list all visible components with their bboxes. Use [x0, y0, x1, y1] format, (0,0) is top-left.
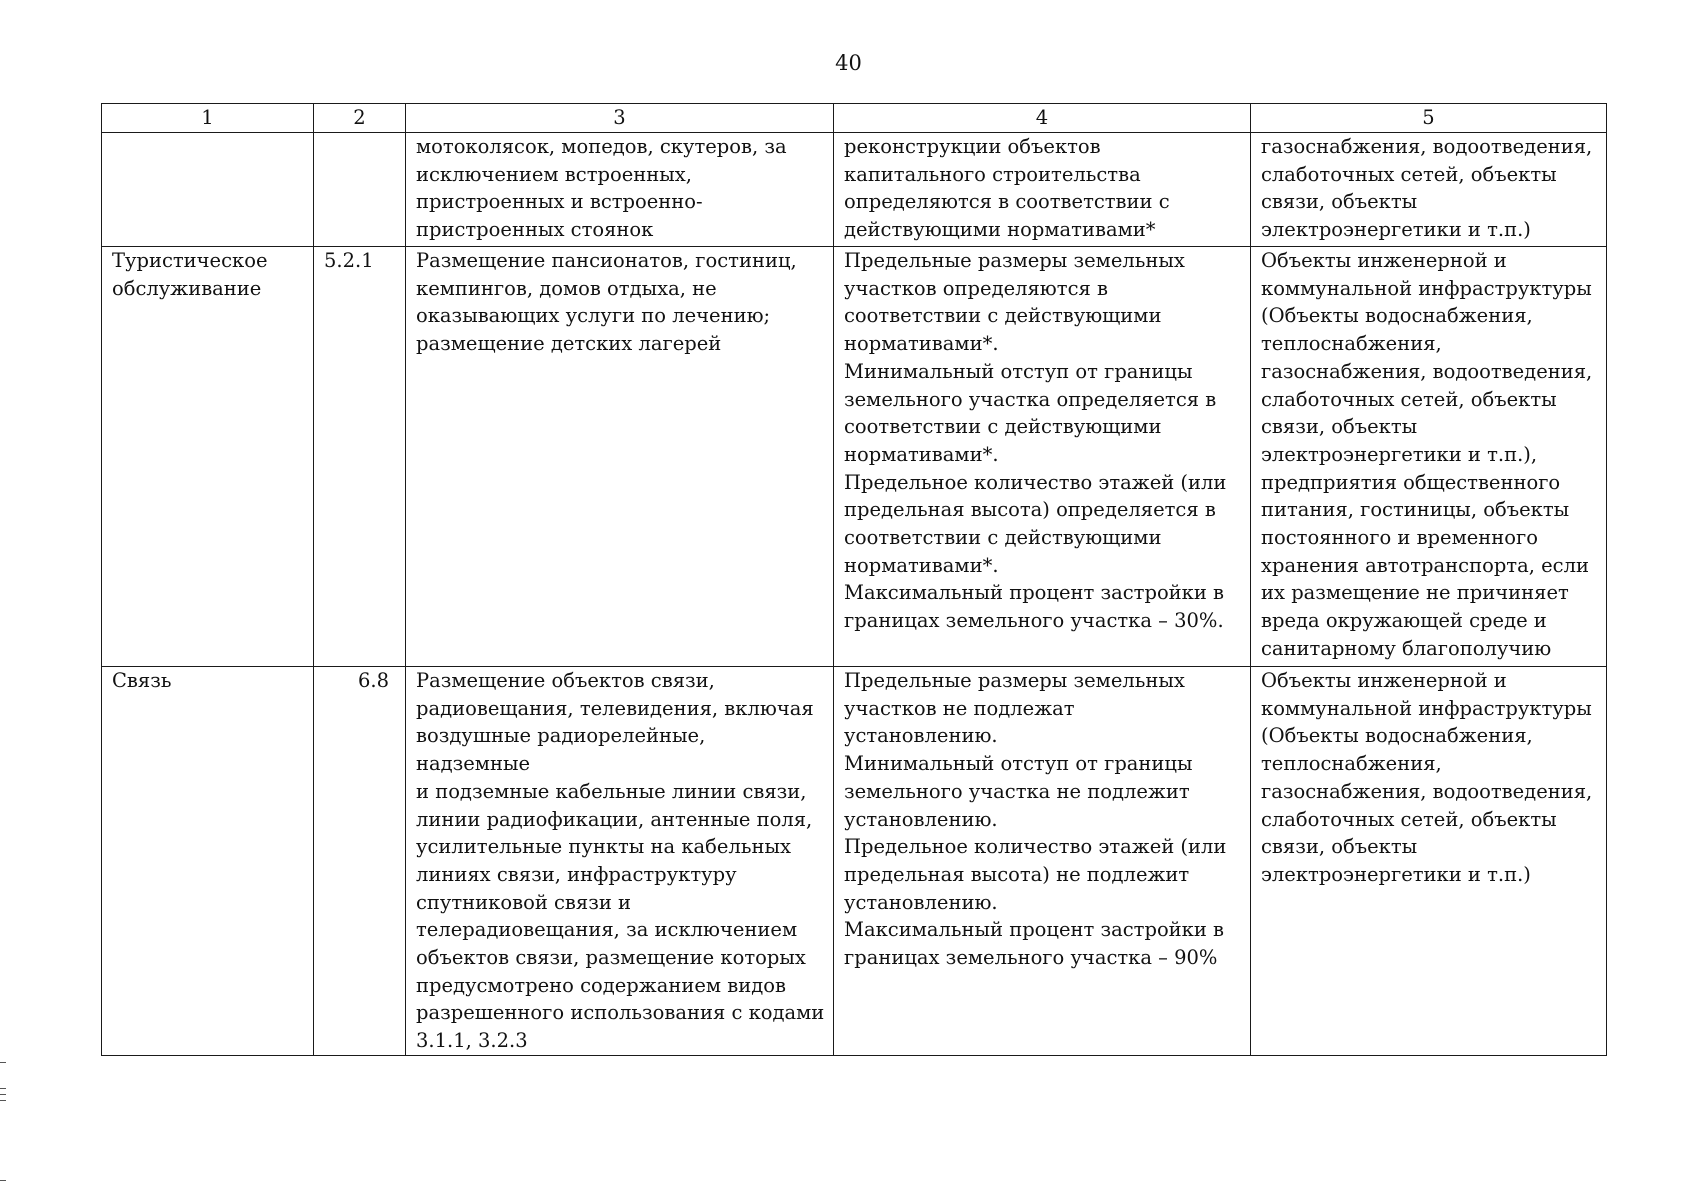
auxiliary-uses-cell: Объекты инженерной и коммунальной инфраструктуры (Объекты водоснабжения, теплоснабжения, газоснабжения, водоотведения, слаботочных сетей, объекты связи, объекты электроэнергетики и т.п.), предприятия общественного питания, гостиницы, объекты постоянного и временного хранения автотранспорта, если их размещение не причиняет вреда окружающей среде и санитарному благополучию [1251, 247, 1607, 667]
scan-margin-mark [0, 1088, 6, 1089]
scan-margin-mark [0, 1180, 6, 1181]
scan-margin-mark [0, 1062, 6, 1063]
auxiliary-uses-cell: газоснабжения, водоотведения, слаботочных сетей, объекты связи, объекты электроэнергетики и т.п.) [1251, 133, 1607, 247]
scan-margin-mark [0, 1094, 6, 1095]
use-parameters-cell: Предельные размеры земельных участков не подлежат установлению. Минимальный отступ от границы земельного участка не подлежит установлению. Предельное количество этажей (или предельная высота) не подлежит установлению. Максимальный процент застройки в границах земельного участка – 90% [834, 667, 1251, 1056]
use-parameters-cell: реконструкции объектов капитального строительства определяются в соответствии с действующими нормативами* [834, 133, 1251, 247]
column-header-5: 5 [1251, 104, 1607, 133]
table-header-row [102, 104, 1607, 133]
use-name-cell: Связь [102, 667, 314, 1056]
table-row [102, 133, 1607, 247]
use-description-cell: мотоколясок, мопедов, скутеров, за исключением встроенных, пристроенных и встроенно- пристроенных стоянок [406, 133, 834, 247]
auxiliary-uses-cell: Объекты инженерной и коммунальной инфраструктуры (Объекты водоснабжения, теплоснабжения, газоснабжения, водоотведения, слаботочных сетей, объекты связи, объекты электроэнергетики и т.п.) [1251, 667, 1607, 1056]
column-header-1: 1 [102, 104, 314, 133]
use-parameters-cell: Предельные размеры земельных участков определяются в соответствии с действующими нормативами*. Минимальный отступ от границы земельного участка определяется в соответствии с действующими нормативами*. Предельное количество этажей (или предельная высота) определяется в соответствии с действующими нормативами*. Максимальный процент застройки в границах земельного участка – 30%. [834, 247, 1251, 667]
use-name-cell [102, 133, 314, 247]
use-description-cell: Размещение объектов связи, радиовещания, телевидения, включая воздушные радиорелейные, надземные и подземные кабельные линии связи, линии радиофикации, антенные поля, усилительные пункты на кабельных линиях связи, инфраструктуру спутниковой связи и телерадиовещания, за исключением объектов связи, размещение которых предусмотрено содержанием видов разрешенного использования с кодами 3.1.1, 3.2.3 [406, 667, 834, 1056]
use-description-cell: Размещение пансионатов, гостиниц, кемпингов, домов отдыха, не оказывающих услуги по лечению; размещение детских лагерей [406, 247, 834, 667]
column-header-2: 2 [314, 104, 406, 133]
use-code-cell [314, 133, 406, 247]
scan-margin-mark [0, 1100, 6, 1101]
use-code-cell: 5.2.1 [314, 247, 406, 667]
table-row [102, 667, 1607, 1056]
column-header-3: 3 [406, 104, 834, 133]
column-header-4: 4 [834, 104, 1251, 133]
land-use-table [101, 103, 1607, 1056]
page-number: 40 [835, 51, 862, 75]
use-code-cell: 6.8 [314, 667, 406, 1056]
use-name-cell: Туристическое обслуживание [102, 247, 314, 667]
table-row [102, 247, 1607, 667]
